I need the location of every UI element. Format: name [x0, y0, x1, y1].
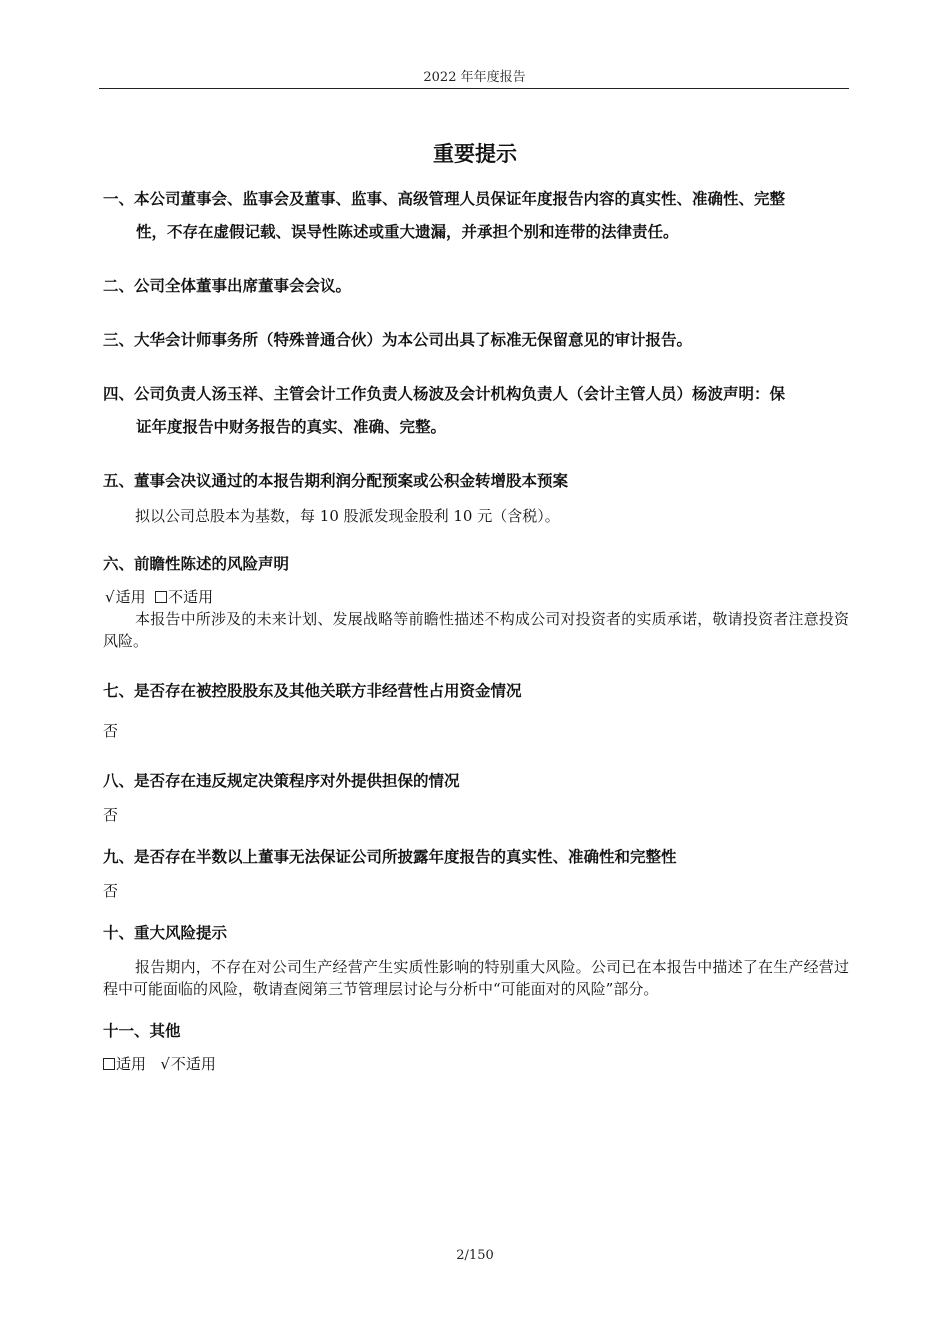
item-9-heading: 九、是否存在半数以上董事无法保证公司所披露年度报告的真实性、准确性和完整性 [103, 848, 677, 866]
check-mark-icon: √ [105, 588, 115, 606]
option-not-applicable: 不适用 [170, 1055, 216, 1073]
check-mark-icon: √ [160, 1055, 170, 1073]
item-8-heading: 八、是否存在违反规定决策程序对外提供担保的情况 [103, 772, 460, 790]
option-applicable: 适用 [115, 588, 146, 606]
item-11-heading: 十一、其他 [103, 1022, 181, 1040]
item-9-answer: 否 [103, 882, 119, 900]
running-header: 2022 年年度报告 [423, 70, 526, 85]
item-6-heading: 六、前瞻性陈述的风险声明 [103, 555, 290, 573]
header-divider [99, 88, 849, 89]
item-3-heading: 三、大华会计师事务所（特殊普通合伙）为本公司出具了标准无保留意见的审计报告。 [103, 331, 693, 349]
page-title: 重要提示 [433, 142, 517, 166]
option-applicable: 适用 [116, 1055, 147, 1073]
item-4-line2: 证年度报告中财务报告的真实、准确、完整。 [136, 418, 447, 436]
item-5-body: 拟以公司总股本为基数，每 10 股派发现金股利 10 元（含税）。 [135, 507, 560, 525]
item-4 [103, 378, 851, 444]
option-not-applicable: 不适用 [168, 588, 214, 606]
item-6-options [103, 586, 851, 608]
item-7-heading: 七、是否存在被控股股东及其他关联方非经营性占用资金情况 [103, 682, 522, 700]
item-11-options [103, 1053, 849, 1075]
item-1-line2: 性，不存在虚假记载、误导性陈述或重大遗漏，并承担个别和连带的法律责任。 [136, 223, 679, 241]
item-10-body: 报告期内，不存在对公司生产经营产生实质性影响的特别重大风险。公司已在本报告中描述了在生产经营过程中可能面临的风险，敬请查阅第三节管理层讨论与分析中“可能面对的风险”部分。 [103, 958, 849, 998]
checkbox-empty-icon [155, 591, 167, 603]
item-5-heading: 五、董事会决议通过的本报告期利润分配预案或公积金转增股本预案 [103, 472, 569, 490]
item-1-line1: 一、本公司董事会、监事会及董事、监事、高级管理人员保证年度报告内容的真实性、准确性、完整 [103, 190, 786, 208]
page-number: 2/150 [456, 1248, 494, 1263]
item-7-answer: 否 [103, 722, 119, 740]
item-6-body: 本报告中所涉及的未来计划、发展战略等前瞻性描述不构成公司对投资者的实质承诺，敬请投资者注意投资风险。 [103, 610, 849, 650]
item-4-line1: 四、公司负责人汤玉祥、主管会计工作负责人杨波及会计机构负责人（会计主管人员）杨波声明：保 [103, 385, 786, 403]
item-1 [103, 183, 851, 249]
checkbox-empty-icon [103, 1058, 115, 1070]
item-8-answer: 否 [103, 806, 119, 824]
item-10-heading: 十、重大风险提示 [103, 924, 228, 942]
item-2-heading: 二、公司全体董事出席董事会会议。 [103, 277, 352, 295]
